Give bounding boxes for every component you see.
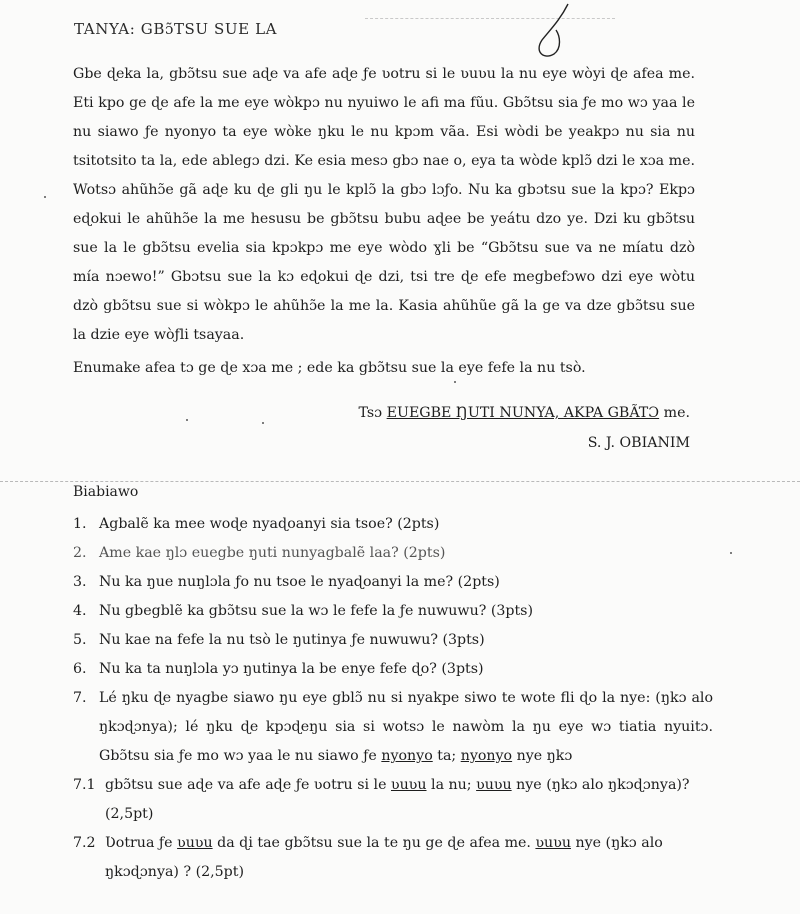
section-divider	[0, 481, 800, 482]
q7-underlined-word: nyonyo	[460, 748, 513, 764]
source-prefix: Tsɔ	[358, 405, 387, 421]
question-item	[73, 510, 713, 539]
questions-heading: Biabiawo	[73, 484, 139, 500]
q71-underlined-word: ʋuʋu	[476, 777, 512, 793]
q7-underlined-word: nyonyo	[381, 748, 433, 764]
scan-speck	[262, 422, 264, 424]
scan-speck	[186, 419, 188, 421]
author-name: S. J. OBIANIM	[587, 435, 690, 451]
question-item	[73, 539, 713, 568]
question-item-7-2	[73, 829, 713, 887]
question-text: Nu kae na fefe la nu tsò le ŋutinya ƒe nuwuwu? (3pts)	[99, 632, 485, 648]
question-number: 7.	[73, 690, 87, 706]
q71-text-b: la nu;	[426, 777, 477, 793]
question-number: 6.	[73, 661, 87, 677]
question-number: 5.	[73, 632, 87, 648]
story-paragraph: Gbe ɖeka la, gbɔ̃tsu sue aɖe va afe aɖe ƒe ʋotru si le ʋuʋu la nu eye wòyi ɖe afea me. Eti kpo ge ɖe afe la me eye wòkpɔ nu nyuiwo le afi ma fũu. Gbɔ̃tsu sia ƒe mo wɔ yaa le nu siawo ƒe nyonyo ta eye wòke ŋku le nu kpɔm vãa. Esi wòdi be yeakpɔ nu sia nu tsitotsito ta la, ede ablegɔ dzi. Ke esia mesɔ gbɔ nae o, eya ta wòde kplɔ̃ dzi le xɔa me. Wotsɔ ahũhɔ̃e gã aɖe ku ɖe gli ŋu le kplɔ̃ la gbɔ lɔƒo. Nu ka gbɔtsu sue la kpɔ? Ekpɔ eɖokui le ahũhɔ̃e la me hesusu be gbɔ̃tsu bubu aɖee be yeátu dzo ye. Dzi ku gbɔ̃tsu sue la le gbɔ̃tsu evelia sia kpɔkpɔ me eye wòdo ɣli be “Gbɔ̃tsu sue va ne míatu dzò mía nɔewo!” Gbɔtsu sue la kɔ eɖokui ɖe dzi, tsi tre ɖe efe megbefɔwo dzi eye wòtu dzò gbɔ̃tsu sue si wòkpɔ le ahũhɔ̃e la me la. Kasia ahũhũe gã la ge va dze gbɔ̃tsu sue la dzie eye wòƒli tsayaa.	[73, 66, 695, 343]
question-item-7-1	[73, 771, 713, 829]
question-item	[73, 568, 713, 597]
document-title: TANYA: GBɔ̃TSU SUE LA	[74, 20, 278, 38]
question-text: Nu ka ta nuŋlɔla yɔ ŋutinya la be enye fefe ɖo? (3pts)	[99, 661, 484, 677]
source-title: EUEGBE ŊUTI NUNYA, AKPA GBÃTƆ	[386, 405, 660, 421]
q72-underlined-word: ʋuʋu	[177, 835, 213, 851]
scan-speck	[454, 381, 456, 383]
q7-text-b: ta;	[432, 748, 461, 764]
q71-text-c: nye (ŋkɔ alo ŋkɔɖɔnya)?	[511, 777, 690, 793]
question-text: Nu gbegblẽ ka gbɔ̃tsu sue la wɔ le fefe la ƒe nuwuwu? (3pts)	[99, 603, 533, 619]
source-line	[358, 398, 690, 428]
source-suffix: me.	[659, 405, 690, 421]
q71-text-a: gbɔ̃tsu sue aɖe va afe aɖe ƒe ʋotru si le	[105, 777, 391, 793]
q7-text-a: Lé ŋku ɖe nyagbe siawo ŋu eye gblɔ̃ nu si nyakpe siwo te wote fli ɖo la nye: (ŋkɔ alo ŋkɔɖɔnya); lé ŋku ɖe kpɔɖeŋu sia si wotsɔ le nawòm la ŋu eye wɔ tiatia nyuitɔ. Gbɔ̃tsu sia ƒe mo wɔ yaa le nu siawo ƒe	[99, 690, 713, 764]
q71-underlined-word: ʋuʋu	[390, 777, 427, 793]
question-number: 2.	[73, 545, 87, 561]
scan-speck	[730, 552, 732, 554]
questions-list	[73, 510, 713, 887]
question-number: 4.	[73, 603, 87, 619]
question-item-7	[73, 684, 713, 771]
question-item	[73, 597, 713, 626]
question-number: 7.2	[73, 835, 96, 851]
question-text	[105, 771, 713, 829]
q7-text-c: nye ŋkɔ	[512, 748, 573, 764]
question-number: 1.	[73, 516, 87, 532]
question-number: 3.	[73, 574, 87, 590]
question-number: 7.1	[73, 777, 96, 793]
question-text	[99, 684, 713, 771]
q72-text-c: nye (ŋkɔ alo ŋkɔɖɔnya) ? (2,5pt)	[105, 835, 663, 880]
q71-points: (2,5pt)	[105, 806, 154, 822]
question-text: Agbalẽ ka mee woɖe nyaɖoanyi sia tsoe? (2pts)	[99, 516, 440, 532]
source-credit	[358, 398, 690, 458]
question-item	[73, 655, 713, 684]
q72-text-a: Ʋotrua ƒe	[105, 835, 178, 851]
question-text	[105, 829, 713, 887]
story-closing-line: Enumake afea tɔ ge ɖe xɔa me ; ede ka gbɔ̃tsu sue la eye fefe la nu tsò.	[73, 360, 586, 376]
question-text: Ame kae ŋlɔ euegbe ŋuti nunyagbalẽ laa? (2pts)	[99, 545, 446, 561]
scan-speck	[44, 196, 46, 198]
question-item	[73, 626, 713, 655]
q72-text-b: da ɖi tae gbɔ̃tsu sue la te ŋu ge ɖe afea me.	[212, 835, 536, 851]
q72-underlined-word: ʋuʋu	[535, 835, 571, 851]
question-text: Nu ka ŋue nuŋlɔla ƒo nu tsoe le nyaɖoanyi la me? (2pts)	[99, 574, 500, 590]
